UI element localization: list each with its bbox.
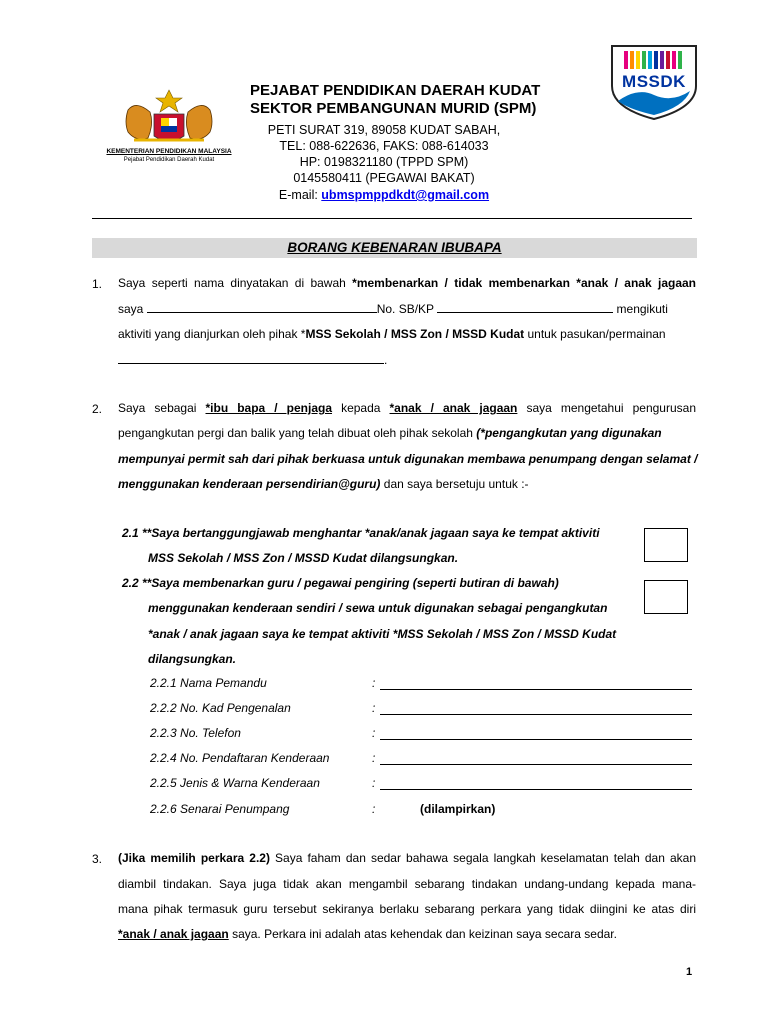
ministry-name: KEMENTERIAN PENDIDIKAN MALAYSIA <box>106 148 232 155</box>
field-colon: : <box>372 751 376 765</box>
p3-text-b: Saya faham dan sedar bahawa segala langkah keselamatan telah dan akan <box>269 851 696 865</box>
p2-line1 <box>118 396 696 420</box>
p3-condition: (Jika memilih perkara 2.2) <box>118 851 270 865</box>
p1-level-choice: MSS Sekolah / MSS Zon / MSSD Kudat <box>305 327 525 341</box>
p1-line2 <box>118 297 696 321</box>
p2-child-choice: *anak / anak jagaan <box>389 401 518 415</box>
p1-text-f: aktiviti yang dianjurkan oleh pihak * <box>118 327 306 341</box>
vehicle-type-input[interactable] <box>380 789 692 790</box>
field-colon: : <box>372 701 376 715</box>
opt22-checkbox[interactable] <box>644 580 688 614</box>
mssdk-logo-text: MSSDK <box>622 72 686 91</box>
driver-phone-input[interactable] <box>380 739 692 740</box>
org-hp-pegawai: 0145580411 (PEGAWAI BAKAT) <box>293 171 475 185</box>
p2-number: 2. <box>92 402 103 416</box>
p3-text-f: saya. Perkara ini adalah atas kehendak dan keizinan saya secara sedar. <box>228 927 617 941</box>
p1-line3 <box>118 322 696 346</box>
p1-text-e: mengikuti <box>616 302 668 316</box>
driver-ic-input[interactable] <box>380 714 692 715</box>
field-colon: : <box>372 726 376 740</box>
field-driver-name-label: 2.2.1 Nama Pemandu <box>150 676 267 690</box>
field-passenger-label: 2.2.6 Senarai Penumpang <box>150 802 290 816</box>
opt22-line3: *anak / anak jagaan saya ke tempat aktiviti *MSS Sekolah / MSS Zon / MSSD Kudat <box>148 627 617 641</box>
org-address: PETI SURAT 319, 89058 KUDAT SABAH, <box>267 123 501 137</box>
p2-private-vehicle: menggunakan kenderaan persendirian@guru) <box>118 477 381 491</box>
field-ic-label: 2.2.2 No. Kad Pengenalan <box>150 701 291 715</box>
p2-line3: mempunyai permit sah dari pihak berkuasa untuk digunakan membawa penumpang dengan selamat / <box>118 452 698 466</box>
opt22-line2: menggunakan kenderaan sendiri / sewa untuk digunakan sebagai pengangkutan <box>148 601 608 615</box>
p2-text-a: Saya sebagai <box>118 401 206 415</box>
org-email-line <box>0 187 768 203</box>
opt22-line4: dilangsungkan. <box>148 652 237 666</box>
p1-line1 <box>118 271 696 295</box>
p3-number: 3. <box>92 852 103 866</box>
p1-text-d: No. SB/KP <box>376 302 434 316</box>
p2-text-f: pengangkutan pergi dan balik yang telah dibuat oleh pihak sekolah <box>118 426 477 440</box>
p1-text-a: Saya seperti nama dinyatakan di bawah <box>118 276 353 290</box>
p2-text-e: saya mengetahui pengurusan <box>517 401 696 415</box>
email-link[interactable]: ubmspmppdkdt@gmail.com <box>321 188 490 202</box>
field-colon: : <box>372 676 376 690</box>
org-name-line2: SEKTOR PEMBANGUNAN MURID (SPM) <box>250 100 537 117</box>
p3-line3: mana pihak termasuk guru tersebut sekiranya berlaku sebarang perkara yang tidak diingini ke atas diri <box>118 902 696 916</box>
opt22-line1: 2.2 **Saya membenarkan guru / pegawai pengiring (seperti butiran di bawah) <box>122 576 559 590</box>
p1-line4 <box>118 348 696 372</box>
header-divider <box>92 218 692 219</box>
p2-text-c: kepada <box>332 401 390 415</box>
p1-number: 1. <box>92 277 103 291</box>
p2-line2 <box>118 421 696 445</box>
p1-text-c: saya <box>118 302 144 316</box>
p2-text-j: dan saya bersetuju untuk :- <box>380 477 529 491</box>
p1-text-i: . <box>384 353 388 367</box>
form-title: BORANG KEBENARAN IBUBAPA <box>92 238 697 258</box>
opt21-checkbox[interactable] <box>644 528 688 562</box>
p1-consent-choice: *membenarkan / tidak membenarkan *anak / anak jagaan <box>352 276 697 290</box>
p1-text-h: untuk pasukan/permainan <box>524 327 666 341</box>
child-name-input[interactable] <box>147 299 377 313</box>
opt21-line2: MSS Sekolah / MSS Zon / MSSD Kudat dilangsungkan. <box>148 551 459 565</box>
field-phone-label: 2.2.3 No. Telefon <box>150 726 241 740</box>
p2-parent-choice: *ibu bapa / penjaga <box>205 401 333 415</box>
team-game-input[interactable] <box>118 350 384 364</box>
p3-line4 <box>118 922 696 946</box>
page-number: 1 <box>686 966 693 978</box>
driver-name-input[interactable] <box>380 689 692 690</box>
p3-line2: diambil tindakan. Saya juga tidak akan mengambil sebarang tindakan undang-undang kepada mana- <box>118 877 696 891</box>
org-telephone: TEL: 088-622636, FAKS: 088-614033 <box>279 139 489 153</box>
vehicle-registration-input[interactable] <box>380 764 692 765</box>
field-registration-label: 2.2.4 No. Pendaftaran Kenderaan <box>150 751 330 765</box>
passenger-list-value: (dilampirkan) <box>420 802 496 816</box>
org-name-line1: PEJABAT PENDIDIKAN DAERAH KUDAT <box>250 82 541 99</box>
org-hp-tppd: HP: 0198321180 (TPPD SPM) <box>299 155 469 169</box>
ministry-subname: Pejabat Pendidikan Daerah Kudat <box>123 157 215 163</box>
child-ic-input[interactable] <box>437 299 613 313</box>
field-colon: : <box>372 802 376 816</box>
field-colon: : <box>372 776 376 790</box>
p2-transport-note: (*pengangkutan yang digunakan <box>476 426 662 440</box>
field-vehicle-type-label: 2.2.5 Jenis & Warna Kenderaan <box>150 776 320 790</box>
p3-line1 <box>118 846 696 870</box>
p2-line4 <box>118 472 696 496</box>
p3-child-choice: *anak / anak jagaan <box>118 927 229 941</box>
email-label: E-mail: <box>278 188 322 202</box>
opt21-line1: 2.1 **Saya bertanggungjawab menghantar *anak/anak jagaan saya ke tempat aktiviti <box>122 526 600 540</box>
